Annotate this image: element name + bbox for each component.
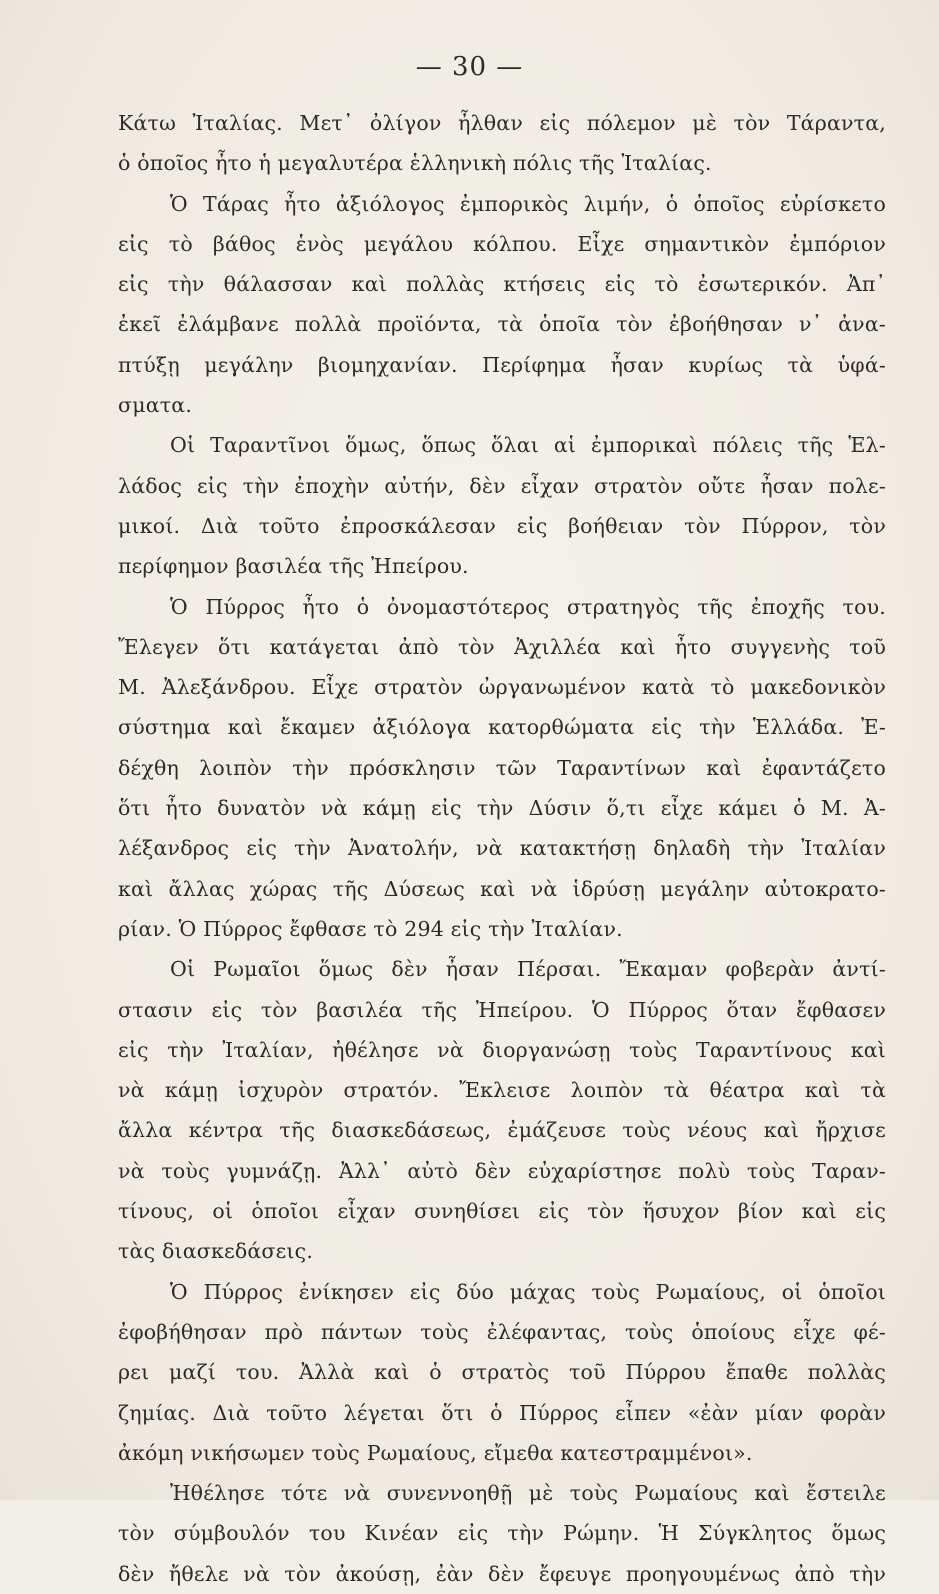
text-line: Ἔλεγεν ὅτι κατάγεται ἀπὸ τὸν Ἀχιλλέα καὶ ἦτο συγγενὴς τοῦ — [118, 634, 886, 659]
text-line: Οἱ Ταραντῖνοι ὅμως, ὅπως ὅλαι αἱ ἐμπορικαὶ πόλεις τῆς Ἑλ- — [170, 433, 886, 458]
text-line: εἰς τὴν θάλασσαν καὶ πολλὰς κτήσεις εἰς τὸ ἐσωτερικόν. Ἀπ᾿ — [118, 272, 886, 297]
text-line: ρει μαζί του. Ἀλλὰ καὶ ὁ στρατὸς τοῦ Πύρρου ἔπαθε πολλὰς — [118, 1360, 886, 1385]
text-line: περίφημον βασιλέα τῆς Ἠπείρου. — [118, 554, 469, 579]
text-line: ἄλλα κέντρα τῆς διασκεδάσεως, ἐμάζευσε τοὺς νέους καὶ ἤρχισε — [118, 1118, 886, 1143]
text-line: ὁ ὁποῖος ἦτο ἡ μεγαλυτέρα ἑλληνικὴ πόλις τῆς Ἰταλίας. — [118, 151, 712, 176]
text-line: Μ. Ἀλεξάνδρου. Εἶχε στρατὸν ὠργανωμένον κατὰ τὸ μακεδονικὸν — [118, 675, 886, 700]
text-line: λάδος εἰς τὴν ἐποχὴν αὐτήν, δὲν εἶχαν στρατὸν οὔτε ἦσαν πολε- — [118, 473, 886, 498]
text-line: τὰς διασκεδάσεις. — [118, 1239, 314, 1264]
text-line: τίνους, οἱ ὁποῖοι εἶχαν συνηθίσει εἰς τὸν ἥσυχον βίον καὶ εἰς — [118, 1199, 886, 1224]
text-line: Κάτω Ἰταλίας. Μετ᾿ ὀλίγον ἦλθαν εἰς πόλεμον μὲ τὸν Τάραντα, — [118, 111, 886, 135]
text-line: εἰς τὸ βάθος ἑνὸς μεγάλου κόλπου. Εἶχε σημαντικὸν ἐμπόριον — [118, 231, 886, 256]
text-line: Ὁ Πύρρος ἐνίκησεν εἰς δύο μάχας τοὺς Ρωμαίους, οἱ ὁποῖοι — [170, 1279, 886, 1304]
text-line: δὲν ἤθελε νὰ τὸν ἀκούσῃ, ἐὰν δὲν ἔφευγε προηγουμένως ἀπὸ τὴν — [118, 1561, 886, 1586]
text-line: ἐφοβήθησαν πρὸ πάντων τοὺς ἐλέφαντας, τοὺς ὁποίους εἶχε φέ- — [118, 1319, 886, 1344]
text-line: εἰς τὴν Ἰταλίαν, ἠθέλησε νὰ διοργανώσῃ τοὺς Ταραντίνους καὶ — [118, 1037, 886, 1062]
text-line: Ὁ Τάρας ἦτο ἀξιόλογος ἐμπορικὸς λιμήν, ὁ ὁποῖος εὑρίσκετο — [170, 191, 886, 216]
text-line: Ὁ Πύρρος ἦτο ὁ ὀνομαστότερος στρατηγὸς τῆς ἐποχῆς του. — [170, 594, 886, 619]
text-line: ρίαν. Ὁ Πύρρος ἔφθασε τὸ 294 εἰς τὴν Ἰταλίαν. — [118, 916, 623, 941]
text-line: νὰ κάμῃ ἰσχυρὸν στρατόν. Ἔκλεισε λοιπὸν τὰ θέατρα καὶ τὰ — [118, 1078, 886, 1103]
text-line: νὰ τοὺς γυμνάζῃ. Ἀλλ᾿ αὐτὸ δὲν εὐχαρίστησε πολὺ τοὺς Ταραν- — [118, 1158, 886, 1183]
text-line: λέξανδρος εἰς τὴν Ἀνατολήν, νὰ κατακτήσῃ δηλαδὴ τὴν Ἰταλίαν — [118, 836, 886, 861]
text-line: ὅτι ἦτο δυνατὸν νὰ κάμῃ εἰς τὴν Δύσιν ὅ,τι εἶχε κάμει ὁ Μ. Ἀ- — [118, 796, 886, 821]
text-line: καὶ ἄλλας χώρας τῆς Δύσεως καὶ νὰ ἱδρύσῃ μεγάλην αὐτοκρατο- — [118, 876, 886, 901]
text-line: σύστημα καὶ ἔκαμεν ἀξιόλογα κατορθώματα εἰς τὴν Ἑλλάδα. Ἐ- — [118, 715, 886, 740]
text-line: Οἱ Ρωμαῖοι ὅμως δὲν ἦσαν Πέρσαι. Ἔκαμαν φοβερὰν ἀντί- — [170, 957, 886, 982]
text-line: στασιν εἰς τὸν βασιλέα τῆς Ἠπείρου. Ὁ Πύρρος ὅταν ἔφθασεν — [118, 997, 886, 1022]
text-line: δέχθη λοιπὸν τὴν πρόσκλησιν τῶν Ταραντίνων καὶ ἐφαντάζετο — [118, 755, 886, 780]
text-line: Ἠθέλησε τότε νὰ συνεννοηθῇ μὲ τοὺς Ρωμαίους καὶ ἔστειλε — [170, 1481, 886, 1506]
page-number: — 30 — — [415, 52, 524, 82]
text-line: ἀκόμη νικήσωμεν τοὺς Ρωμαίους, εἴμεθα κατεστραμμένοι». — [118, 1440, 753, 1465]
body-text — [118, 103, 886, 1594]
text-line: ζημίας. Διὰ τοῦτο λέγεται ὅτι ὁ Πύρρος εἶπεν «ἐὰν μίαν φορὰν — [118, 1400, 886, 1425]
text-line: τὸν σύμβουλόν του Κινέαν εἰς τὴν Ρώμην. Ἡ Σύγκλητος ὅμως — [118, 1521, 886, 1546]
text-line: ἐκεῖ ἐλάμβανε πολλὰ προϊόντα, τὰ ὁποῖα τὸν ἐβοήθησαν ν᾿ ἀνα- — [118, 312, 886, 337]
text-line: μικοί. Διὰ τοῦτο ἐπροσκάλεσαν εἰς βοήθειαν τὸν Πύρρον, τὸν — [118, 513, 886, 538]
text-line: σματα. — [118, 393, 193, 418]
text-line: πτύξῃ μεγάλην βιομηχανίαν. Περίφημα ἦσαν κυρίως τὰ ὑφά- — [118, 352, 886, 377]
